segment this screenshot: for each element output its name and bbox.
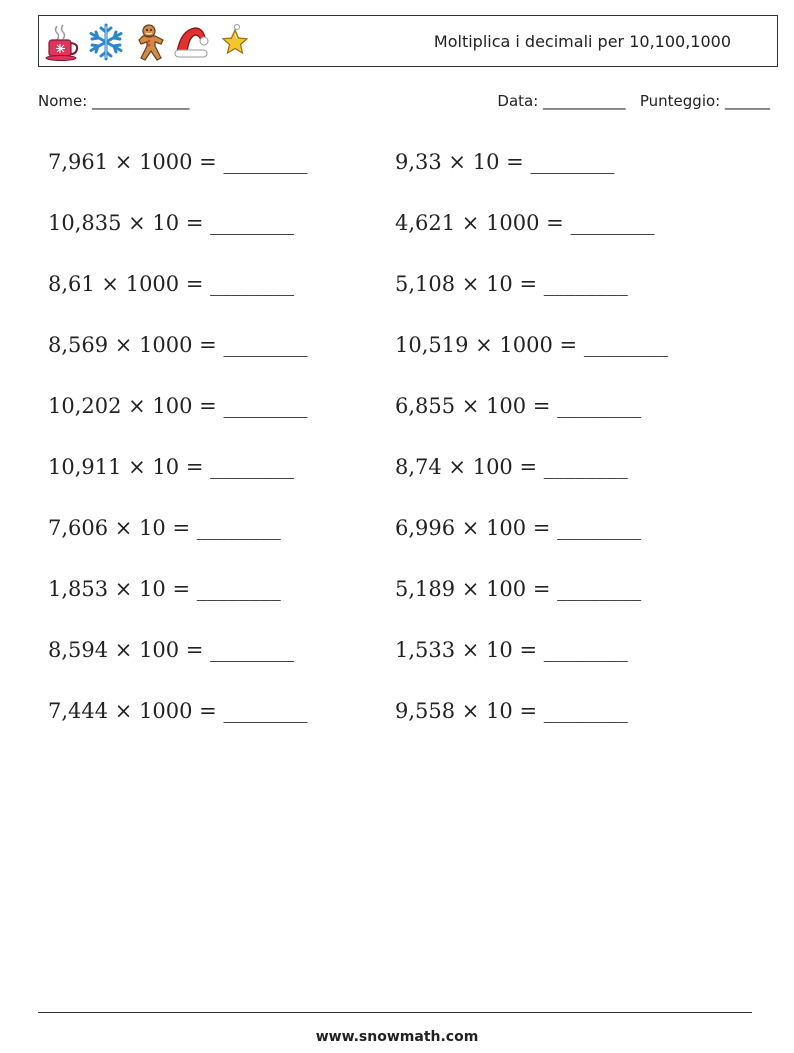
- date-field: Data: ___________: [497, 92, 626, 110]
- worksheet-header: [38, 15, 778, 67]
- problem-item: 8,61 × 1000 = ________: [48, 272, 295, 296]
- problem-item: 8,569 × 1000 = ________: [48, 333, 308, 357]
- problem-item: 8,594 × 100 = ________: [48, 638, 295, 662]
- problem-item: 5,189 × 100 = ________: [395, 577, 642, 601]
- worksheet-title: Moltiplica i decimali per 10,100,1000: [433, 32, 731, 51]
- problem-item: 6,855 × 100 = ________: [395, 394, 642, 418]
- footer-divider: [38, 1012, 752, 1013]
- footer-url: www.snowmath.com: [315, 1029, 479, 1045]
- problem-item: 4,621 × 1000 = ________: [395, 211, 655, 235]
- score-field: Punteggio: ______: [639, 92, 770, 110]
- problem-item: 1,853 × 10 = ________: [48, 577, 281, 601]
- problem-item: 8,74 × 100 = ________: [395, 455, 628, 479]
- problem-item: 9,33 × 10 = ________: [395, 150, 615, 174]
- problem-item: 10,911 × 10 = ________: [48, 455, 295, 479]
- name-field: Nome: _____________: [38, 92, 190, 110]
- problem-item: 6,996 × 100 = ________: [395, 516, 642, 540]
- problem-item: 1,533 × 10 = ________: [395, 638, 628, 662]
- problem-item: 10,519 × 1000 = ________: [395, 333, 668, 357]
- santa-hat-icon: [172, 22, 212, 62]
- gingerbread-man-icon: [129, 22, 169, 62]
- problem-item: 7,961 × 1000 = ________: [48, 150, 308, 174]
- problem-item: 7,444 × 1000 = ________: [48, 699, 308, 723]
- date-score-fields: [497, 92, 770, 110]
- problem-item: 5,108 × 10 = ________: [395, 272, 628, 296]
- problem-item: 7,606 × 10 = ________: [48, 516, 281, 540]
- problem-item: 10,202 × 100 = ________: [48, 394, 308, 418]
- hot-cocoa-mug-icon: [43, 22, 83, 62]
- header-icons: [43, 20, 258, 64]
- star-ornament-icon: [215, 22, 255, 62]
- snowflake-icon: [86, 22, 126, 62]
- problem-item: 10,835 × 10 = ________: [48, 211, 295, 235]
- problem-item: 9,558 × 10 = ________: [395, 699, 628, 723]
